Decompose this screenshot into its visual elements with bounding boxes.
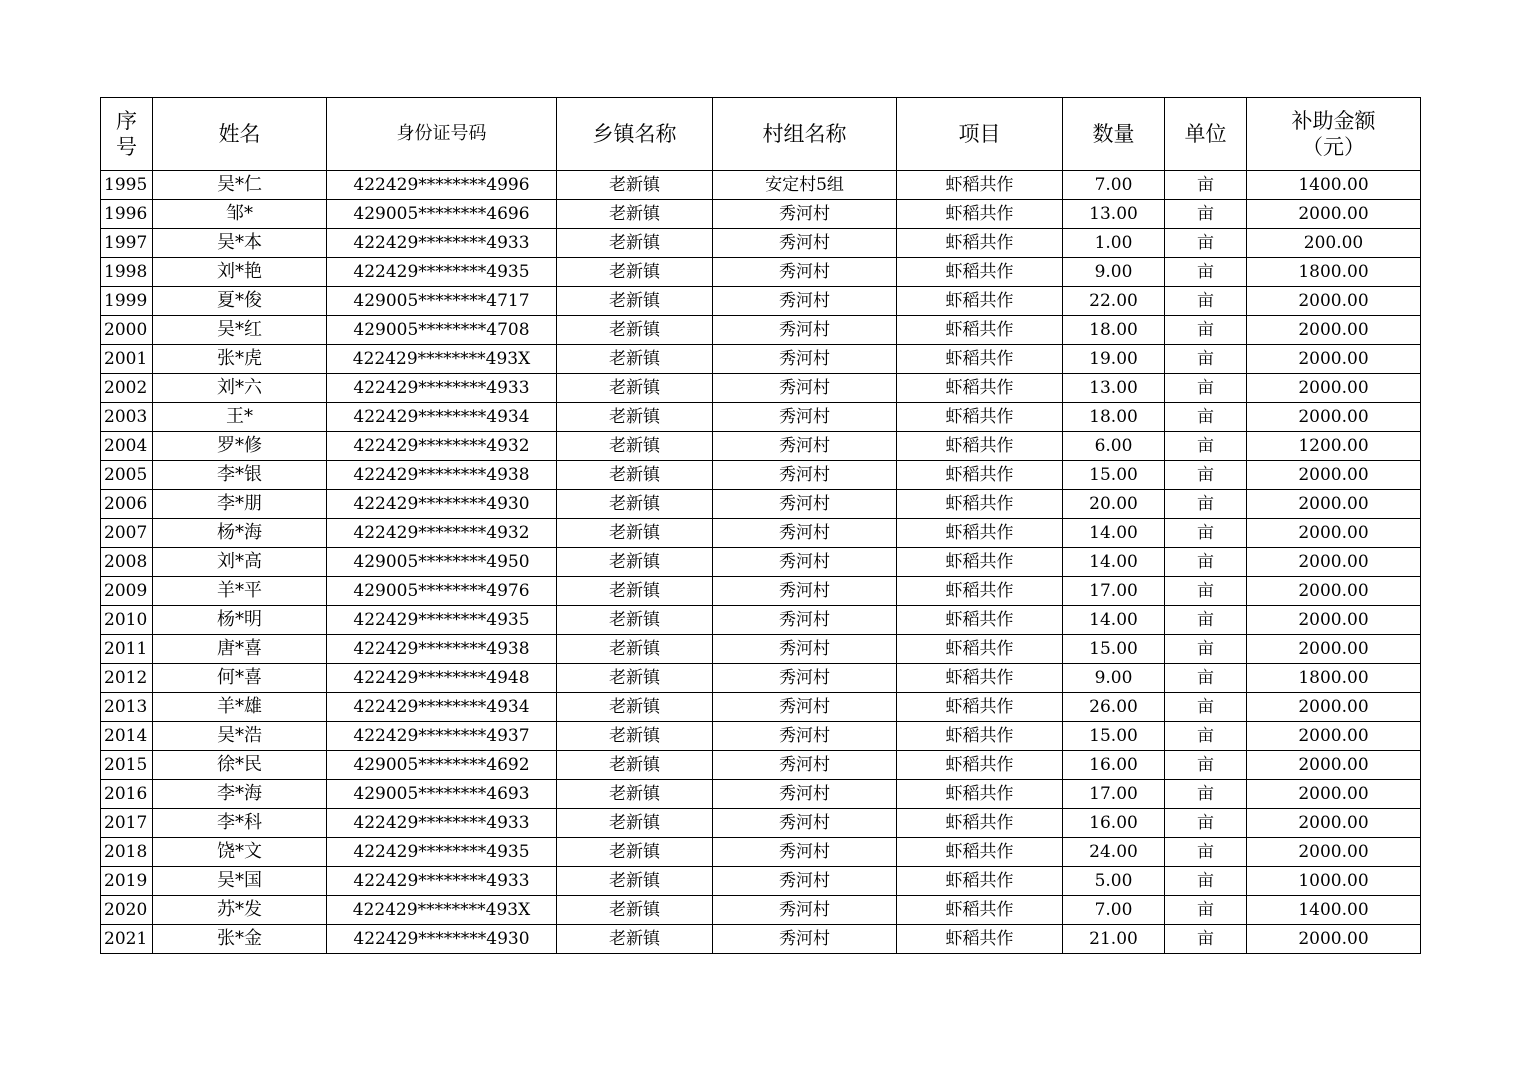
cell-unit: 亩 <box>1165 925 1247 954</box>
cell-project: 虾稻共作 <box>897 519 1063 548</box>
cell-seq: 2005 <box>101 461 153 490</box>
cell-id-number: 422429********4937 <box>327 722 557 751</box>
cell-village: 秀河村 <box>713 635 897 664</box>
cell-project: 虾稻共作 <box>897 838 1063 867</box>
cell-project: 虾稻共作 <box>897 693 1063 722</box>
cell-village: 秀河村 <box>713 229 897 258</box>
cell-project: 虾稻共作 <box>897 751 1063 780</box>
cell-town: 老新镇 <box>557 490 713 519</box>
cell-project: 虾稻共作 <box>897 403 1063 432</box>
cell-project: 虾稻共作 <box>897 722 1063 751</box>
table-row <box>101 461 1421 490</box>
header-quantity: 数量 <box>1063 98 1165 171</box>
cell-amount: 2000.00 <box>1247 316 1421 345</box>
cell-village: 秀河村 <box>713 693 897 722</box>
cell-unit: 亩 <box>1165 258 1247 287</box>
header-row <box>101 98 1421 171</box>
cell-amount: 2000.00 <box>1247 519 1421 548</box>
cell-quantity: 22.00 <box>1063 287 1165 316</box>
cell-town: 老新镇 <box>557 287 713 316</box>
cell-name: 羊*平 <box>153 577 327 606</box>
cell-amount: 2000.00 <box>1247 809 1421 838</box>
cell-project: 虾稻共作 <box>897 432 1063 461</box>
cell-quantity: 9.00 <box>1063 258 1165 287</box>
cell-name: 羊*雄 <box>153 693 327 722</box>
cell-id-number: 422429********4934 <box>327 693 557 722</box>
cell-town: 老新镇 <box>557 664 713 693</box>
table-row <box>101 432 1421 461</box>
cell-unit: 亩 <box>1165 519 1247 548</box>
cell-id-number: 429005********4696 <box>327 200 557 229</box>
cell-town: 老新镇 <box>557 606 713 635</box>
cell-amount: 2000.00 <box>1247 374 1421 403</box>
cell-unit: 亩 <box>1165 548 1247 577</box>
cell-name: 夏*俊 <box>153 287 327 316</box>
cell-village: 秀河村 <box>713 548 897 577</box>
table-row <box>101 751 1421 780</box>
cell-unit: 亩 <box>1165 664 1247 693</box>
cell-amount: 1400.00 <box>1247 896 1421 925</box>
cell-seq: 2021 <box>101 925 153 954</box>
cell-name: 吴*仁 <box>153 171 327 200</box>
cell-name: 罗*修 <box>153 432 327 461</box>
cell-unit: 亩 <box>1165 461 1247 490</box>
cell-quantity: 24.00 <box>1063 838 1165 867</box>
cell-id-number: 422429********4932 <box>327 432 557 461</box>
cell-village: 秀河村 <box>713 722 897 751</box>
cell-seq: 2014 <box>101 722 153 751</box>
cell-amount: 2000.00 <box>1247 780 1421 809</box>
table-row <box>101 548 1421 577</box>
table-row <box>101 664 1421 693</box>
cell-amount: 2000.00 <box>1247 200 1421 229</box>
cell-seq: 2018 <box>101 838 153 867</box>
cell-project: 虾稻共作 <box>897 664 1063 693</box>
cell-seq: 1997 <box>101 229 153 258</box>
cell-unit: 亩 <box>1165 606 1247 635</box>
cell-quantity: 5.00 <box>1063 867 1165 896</box>
cell-unit: 亩 <box>1165 432 1247 461</box>
cell-name: 吴*浩 <box>153 722 327 751</box>
cell-town: 老新镇 <box>557 200 713 229</box>
cell-id-number: 422429********4948 <box>327 664 557 693</box>
cell-village: 秀河村 <box>713 577 897 606</box>
cell-project: 虾稻共作 <box>897 461 1063 490</box>
cell-name: 吴*红 <box>153 316 327 345</box>
cell-town: 老新镇 <box>557 838 713 867</box>
cell-quantity: 1.00 <box>1063 229 1165 258</box>
cell-project: 虾稻共作 <box>897 780 1063 809</box>
cell-amount: 2000.00 <box>1247 635 1421 664</box>
cell-seq: 1996 <box>101 200 153 229</box>
cell-unit: 亩 <box>1165 635 1247 664</box>
cell-village: 秀河村 <box>713 519 897 548</box>
cell-seq: 2009 <box>101 577 153 606</box>
cell-id-number: 422429********4933 <box>327 229 557 258</box>
cell-unit: 亩 <box>1165 751 1247 780</box>
cell-seq: 2006 <box>101 490 153 519</box>
cell-name: 刘*六 <box>153 374 327 403</box>
cell-seq: 2007 <box>101 519 153 548</box>
cell-quantity: 15.00 <box>1063 461 1165 490</box>
cell-town: 老新镇 <box>557 722 713 751</box>
table-row <box>101 258 1421 287</box>
cell-quantity: 9.00 <box>1063 664 1165 693</box>
cell-town: 老新镇 <box>557 461 713 490</box>
cell-amount: 2000.00 <box>1247 925 1421 954</box>
cell-unit: 亩 <box>1165 693 1247 722</box>
cell-unit: 亩 <box>1165 287 1247 316</box>
table-row <box>101 780 1421 809</box>
cell-unit: 亩 <box>1165 896 1247 925</box>
table-row <box>101 287 1421 316</box>
cell-name: 王* <box>153 403 327 432</box>
cell-village: 秀河村 <box>713 925 897 954</box>
cell-unit: 亩 <box>1165 867 1247 896</box>
cell-town: 老新镇 <box>557 693 713 722</box>
cell-project: 虾稻共作 <box>897 606 1063 635</box>
cell-id-number: 422429********493X <box>327 345 557 374</box>
cell-seq: 2001 <box>101 345 153 374</box>
cell-quantity: 18.00 <box>1063 316 1165 345</box>
cell-seq: 1995 <box>101 171 153 200</box>
cell-town: 老新镇 <box>557 548 713 577</box>
header-town: 乡镇名称 <box>557 98 713 171</box>
cell-quantity: 21.00 <box>1063 925 1165 954</box>
cell-unit: 亩 <box>1165 345 1247 374</box>
cell-village: 秀河村 <box>713 838 897 867</box>
cell-village: 秀河村 <box>713 403 897 432</box>
cell-unit: 亩 <box>1165 722 1247 751</box>
cell-amount: 2000.00 <box>1247 461 1421 490</box>
cell-name: 吴*本 <box>153 229 327 258</box>
cell-seq: 2011 <box>101 635 153 664</box>
table-row <box>101 809 1421 838</box>
header-project: 项目 <box>897 98 1063 171</box>
cell-amount: 2000.00 <box>1247 838 1421 867</box>
cell-id-number: 422429********4930 <box>327 925 557 954</box>
cell-quantity: 20.00 <box>1063 490 1165 519</box>
cell-project: 虾稻共作 <box>897 171 1063 200</box>
table-row <box>101 693 1421 722</box>
cell-amount: 1800.00 <box>1247 258 1421 287</box>
header-unit: 单位 <box>1165 98 1247 171</box>
cell-amount: 200.00 <box>1247 229 1421 258</box>
cell-project: 虾稻共作 <box>897 635 1063 664</box>
table-body <box>101 171 1421 954</box>
cell-id-number: 422429********4933 <box>327 374 557 403</box>
cell-quantity: 19.00 <box>1063 345 1165 374</box>
cell-id-number: 422429********4996 <box>327 171 557 200</box>
cell-town: 老新镇 <box>557 867 713 896</box>
cell-unit: 亩 <box>1165 403 1247 432</box>
cell-amount: 2000.00 <box>1247 722 1421 751</box>
cell-quantity: 14.00 <box>1063 548 1165 577</box>
cell-id-number: 422429********4930 <box>327 490 557 519</box>
cell-village: 秀河村 <box>713 316 897 345</box>
table-row <box>101 867 1421 896</box>
cell-id-number: 422429********4934 <box>327 403 557 432</box>
cell-seq: 2012 <box>101 664 153 693</box>
cell-town: 老新镇 <box>557 432 713 461</box>
table-row <box>101 838 1421 867</box>
cell-seq: 2000 <box>101 316 153 345</box>
cell-name: 李*银 <box>153 461 327 490</box>
header-seq: 序 号 <box>101 98 153 171</box>
cell-seq: 2015 <box>101 751 153 780</box>
cell-amount: 2000.00 <box>1247 548 1421 577</box>
cell-project: 虾稻共作 <box>897 258 1063 287</box>
cell-town: 老新镇 <box>557 171 713 200</box>
cell-id-number: 422429********4932 <box>327 519 557 548</box>
cell-name: 杨*海 <box>153 519 327 548</box>
cell-project: 虾稻共作 <box>897 896 1063 925</box>
cell-village: 秀河村 <box>713 780 897 809</box>
cell-village: 秀河村 <box>713 606 897 635</box>
cell-project: 虾稻共作 <box>897 577 1063 606</box>
cell-id-number: 422429********493X <box>327 896 557 925</box>
cell-quantity: 15.00 <box>1063 635 1165 664</box>
table-row <box>101 722 1421 751</box>
cell-project: 虾稻共作 <box>897 809 1063 838</box>
cell-seq: 1999 <box>101 287 153 316</box>
cell-quantity: 18.00 <box>1063 403 1165 432</box>
cell-quantity: 13.00 <box>1063 374 1165 403</box>
cell-town: 老新镇 <box>557 374 713 403</box>
table-row <box>101 490 1421 519</box>
cell-town: 老新镇 <box>557 229 713 258</box>
table-row <box>101 345 1421 374</box>
cell-name: 刘*艳 <box>153 258 327 287</box>
cell-name: 李*朋 <box>153 490 327 519</box>
cell-quantity: 14.00 <box>1063 606 1165 635</box>
cell-project: 虾稻共作 <box>897 925 1063 954</box>
cell-name: 唐*喜 <box>153 635 327 664</box>
cell-amount: 2000.00 <box>1247 403 1421 432</box>
cell-quantity: 17.00 <box>1063 577 1165 606</box>
table-row <box>101 403 1421 432</box>
cell-project: 虾稻共作 <box>897 490 1063 519</box>
cell-id-number: 429005********4693 <box>327 780 557 809</box>
cell-village: 秀河村 <box>713 258 897 287</box>
cell-unit: 亩 <box>1165 374 1247 403</box>
cell-id-number: 429005********4976 <box>327 577 557 606</box>
cell-unit: 亩 <box>1165 780 1247 809</box>
table-row <box>101 577 1421 606</box>
cell-village: 秀河村 <box>713 490 897 519</box>
cell-amount: 2000.00 <box>1247 751 1421 780</box>
cell-amount: 1200.00 <box>1247 432 1421 461</box>
cell-seq: 2010 <box>101 606 153 635</box>
cell-quantity: 16.00 <box>1063 751 1165 780</box>
cell-id-number: 429005********4950 <box>327 548 557 577</box>
cell-town: 老新镇 <box>557 925 713 954</box>
cell-amount: 1000.00 <box>1247 867 1421 896</box>
cell-name: 李*科 <box>153 809 327 838</box>
cell-town: 老新镇 <box>557 316 713 345</box>
cell-seq: 2004 <box>101 432 153 461</box>
cell-village: 秀河村 <box>713 374 897 403</box>
table-row <box>101 171 1421 200</box>
table-row <box>101 519 1421 548</box>
cell-seq: 2017 <box>101 809 153 838</box>
table-row <box>101 896 1421 925</box>
cell-name: 吴*国 <box>153 867 327 896</box>
cell-seq: 2016 <box>101 780 153 809</box>
cell-quantity: 15.00 <box>1063 722 1165 751</box>
cell-amount: 2000.00 <box>1247 606 1421 635</box>
cell-project: 虾稻共作 <box>897 229 1063 258</box>
cell-town: 老新镇 <box>557 896 713 925</box>
table-row <box>101 316 1421 345</box>
cell-seq: 2020 <box>101 896 153 925</box>
cell-id-number: 429005********4708 <box>327 316 557 345</box>
cell-quantity: 13.00 <box>1063 200 1165 229</box>
header-amount: 补助金额 （元） <box>1247 98 1421 171</box>
cell-id-number: 422429********4933 <box>327 867 557 896</box>
table-row <box>101 606 1421 635</box>
cell-unit: 亩 <box>1165 577 1247 606</box>
cell-town: 老新镇 <box>557 577 713 606</box>
cell-unit: 亩 <box>1165 316 1247 345</box>
cell-seq: 2019 <box>101 867 153 896</box>
cell-village: 秀河村 <box>713 751 897 780</box>
cell-quantity: 17.00 <box>1063 780 1165 809</box>
cell-id-number: 422429********4938 <box>327 461 557 490</box>
cell-village: 秀河村 <box>713 664 897 693</box>
cell-amount: 2000.00 <box>1247 287 1421 316</box>
subsidy-table <box>100 97 1421 954</box>
cell-project: 虾稻共作 <box>897 374 1063 403</box>
cell-amount: 1800.00 <box>1247 664 1421 693</box>
cell-seq: 1998 <box>101 258 153 287</box>
cell-town: 老新镇 <box>557 403 713 432</box>
cell-project: 虾稻共作 <box>897 200 1063 229</box>
cell-town: 老新镇 <box>557 635 713 664</box>
cell-amount: 1400.00 <box>1247 171 1421 200</box>
cell-id-number: 429005********4692 <box>327 751 557 780</box>
cell-town: 老新镇 <box>557 519 713 548</box>
cell-village: 秀河村 <box>713 345 897 374</box>
cell-amount: 2000.00 <box>1247 490 1421 519</box>
cell-seq: 2002 <box>101 374 153 403</box>
table-row <box>101 635 1421 664</box>
cell-name: 何*喜 <box>153 664 327 693</box>
cell-town: 老新镇 <box>557 780 713 809</box>
cell-quantity: 7.00 <box>1063 896 1165 925</box>
cell-name: 徐*民 <box>153 751 327 780</box>
cell-seq: 2003 <box>101 403 153 432</box>
cell-id-number: 429005********4717 <box>327 287 557 316</box>
cell-seq: 2013 <box>101 693 153 722</box>
table-row <box>101 200 1421 229</box>
cell-id-number: 422429********4935 <box>327 838 557 867</box>
header-id-number: 身份证号码 <box>327 98 557 171</box>
cell-village: 秀河村 <box>713 896 897 925</box>
cell-unit: 亩 <box>1165 838 1247 867</box>
cell-project: 虾稻共作 <box>897 867 1063 896</box>
cell-quantity: 16.00 <box>1063 809 1165 838</box>
cell-town: 老新镇 <box>557 809 713 838</box>
cell-town: 老新镇 <box>557 751 713 780</box>
cell-name: 邹* <box>153 200 327 229</box>
cell-unit: 亩 <box>1165 229 1247 258</box>
cell-project: 虾稻共作 <box>897 287 1063 316</box>
cell-name: 苏*发 <box>153 896 327 925</box>
header-village: 村组名称 <box>713 98 897 171</box>
cell-name: 杨*明 <box>153 606 327 635</box>
header-name: 姓名 <box>153 98 327 171</box>
cell-name: 李*海 <box>153 780 327 809</box>
table-row <box>101 229 1421 258</box>
cell-amount: 2000.00 <box>1247 577 1421 606</box>
cell-amount: 2000.00 <box>1247 345 1421 374</box>
cell-unit: 亩 <box>1165 809 1247 838</box>
cell-name: 刘*高 <box>153 548 327 577</box>
cell-village: 秀河村 <box>713 461 897 490</box>
cell-village: 安定村5组 <box>713 171 897 200</box>
table-row <box>101 925 1421 954</box>
cell-name: 张*金 <box>153 925 327 954</box>
cell-village: 秀河村 <box>713 200 897 229</box>
cell-town: 老新镇 <box>557 345 713 374</box>
cell-village: 秀河村 <box>713 809 897 838</box>
cell-id-number: 422429********4935 <box>327 606 557 635</box>
cell-town: 老新镇 <box>557 258 713 287</box>
cell-quantity: 6.00 <box>1063 432 1165 461</box>
cell-name: 饶*文 <box>153 838 327 867</box>
cell-village: 秀河村 <box>713 287 897 316</box>
cell-seq: 2008 <box>101 548 153 577</box>
cell-id-number: 422429********4938 <box>327 635 557 664</box>
cell-name: 张*虎 <box>153 345 327 374</box>
cell-unit: 亩 <box>1165 171 1247 200</box>
cell-quantity: 26.00 <box>1063 693 1165 722</box>
cell-village: 秀河村 <box>713 432 897 461</box>
cell-unit: 亩 <box>1165 200 1247 229</box>
cell-amount: 2000.00 <box>1247 693 1421 722</box>
cell-project: 虾稻共作 <box>897 316 1063 345</box>
cell-project: 虾稻共作 <box>897 345 1063 374</box>
cell-quantity: 7.00 <box>1063 171 1165 200</box>
cell-id-number: 422429********4935 <box>327 258 557 287</box>
cell-village: 秀河村 <box>713 867 897 896</box>
table-row <box>101 374 1421 403</box>
cell-quantity: 14.00 <box>1063 519 1165 548</box>
cell-unit: 亩 <box>1165 490 1247 519</box>
cell-id-number: 422429********4933 <box>327 809 557 838</box>
cell-project: 虾稻共作 <box>897 548 1063 577</box>
